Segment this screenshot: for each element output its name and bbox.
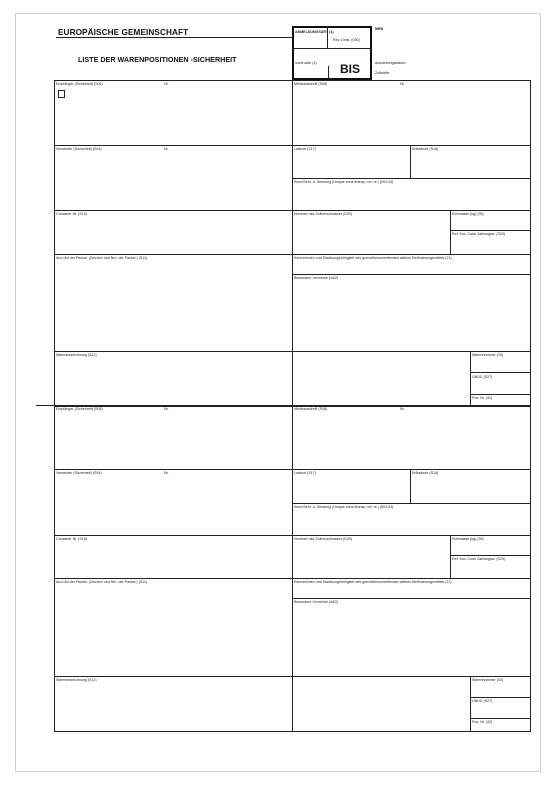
warennummer-label: Warennummer (33) [472, 353, 504, 357]
empfaenger-label: Empfänger (Sicherheit) (S06) [56, 407, 103, 411]
meldeanschrift-label: Meldeanschrift (S08) [294, 82, 328, 86]
vermerke-label: Besondere Vermerke (44/2) [294, 600, 339, 604]
block-2-row-line [292, 598, 531, 599]
versender-label: Versender (Sicherheit) (S04) [56, 471, 102, 475]
ref-code-label: Ref. Kov. Code Zahlungsw. (S29) [452, 232, 506, 236]
meldeanschrift-nr-label: Nr. [400, 407, 405, 411]
block-1-row-line [292, 274, 531, 275]
form-subtitle: LISTE DER WARENPOSITIONEN -SICHERHEIT [78, 55, 237, 64]
block-1-row-line [54, 254, 531, 255]
block-2-main-divider [292, 405, 293, 732]
meldeanschrift-label: Meldeanschrift (S08) [294, 407, 328, 411]
block-1-row-line [54, 210, 531, 211]
empfaenger-nr-label: Nr. [164, 407, 169, 411]
title-underline [56, 37, 292, 38]
empfaenger-checkbox[interactable] [58, 90, 65, 98]
zollverschluss-label: Nummer des Zollverschlusses (D29) [294, 537, 353, 541]
block-1-col-line [410, 145, 411, 178]
undg-label: UNDG (S27) [472, 699, 493, 703]
rohmasse-label: Rohmasse (kg) (35) [452, 537, 484, 541]
block-2-row-line [292, 503, 531, 504]
kennzeichen-label: Kennzeichen und Staatszugehörigkeit des grenzüberschreitenden aktiven Beförderungsmittels (21) [294, 580, 452, 584]
block-1-row-line [292, 178, 531, 179]
vordrucke-label: Vordrucke (3) [295, 61, 317, 65]
block-2-col-line [470, 676, 471, 732]
versender-label: Versender (Sicherheit) (S04) [56, 147, 102, 151]
entladeort-label: Entladeort (S18) [412, 471, 439, 475]
block-2-col-line [410, 469, 411, 503]
anmeldungsart-vdivider [327, 26, 328, 48]
warenbezeichnung-label: Warenbezeichnung (S12) [56, 678, 97, 682]
block-1-row-line [470, 394, 531, 395]
empfaenger-nr-label: Nr. [164, 82, 169, 86]
bis-label: BIS [340, 62, 361, 76]
block-2-row-line [54, 578, 531, 579]
pos-nr-label: Pos. Nr. (32) [472, 720, 493, 724]
zollverschluss-label: Nummer des Zollverschlusses (D29) [294, 212, 353, 216]
pos-nr-label: Pos. Nr. (32) [472, 396, 493, 400]
block-2-col-line [450, 535, 451, 578]
container-label: Container Nr. (S15) [56, 212, 87, 216]
block-1-row-line [450, 230, 531, 231]
versender-nr-label: Nr. [164, 147, 169, 151]
block-2-row-line [470, 697, 531, 698]
form-title: EUROPÄISCHE GEMEINSCHAFT [58, 28, 189, 37]
packstuecke-label: Anz./Art der Packst. (Zeichen und Nrn. der Packst.) (S11) [56, 580, 148, 584]
entladeort-label: Entladeort (S18) [412, 147, 439, 151]
ref-code-label: Ref. Kov. Code Zahlungsw. (S29) [452, 557, 506, 561]
mrn-label: MRN [375, 27, 384, 31]
block-2-row-line [54, 676, 531, 677]
block-2-row-line [450, 555, 531, 556]
zollstelle-label: Zollstelle: [375, 71, 391, 75]
vordrucke-tick [328, 66, 329, 78]
versender-nr-label: Nr. [164, 471, 169, 475]
anmeldungsart-divider [292, 48, 372, 49]
meldeanschrift-nr-label: Nr. [400, 82, 405, 86]
kennnummer-label: Kenn/Sehr. d. Sendung (Unique cons./transp. ref. nr.) (003-03) [294, 180, 394, 184]
ladeort-label: Ladeort (S17) [294, 147, 316, 151]
block-2-row-line [470, 718, 531, 719]
empfaenger-label: Empfänger (Sicherheit) (S06) [56, 82, 103, 86]
undg-label: UNDG (S27) [472, 375, 493, 379]
rev-umsl-label: Rev. Umsl. (030) [333, 38, 360, 42]
ladeort-label: Ladeort (S17) [294, 471, 316, 475]
kennzeichen-label: Kennzeichen und Staatszugehörigkeit des grenzüberschreitenden aktiven Beförderungsmittels (21) [294, 256, 452, 260]
anmeldungsart-label: ANMELDUNGSART (1) [295, 30, 334, 34]
vermerke-label: Besondere Vermerke (44/2) [294, 276, 339, 280]
block-1-row-line [470, 372, 531, 373]
packstuecke-label: Anz./Art der Packst. (Zeichen und Nrn. der Packst.) (S11) [56, 256, 148, 260]
block-1-main-divider [292, 80, 293, 407]
block-1-row-line [54, 351, 531, 352]
warenbezeichnung-label: Warenbezeichnung (S12) [56, 353, 97, 357]
block-2-row-line [54, 469, 531, 470]
container-label: Container Nr. (S15) [56, 537, 87, 541]
warennummer-label: Warennummer (33) [472, 678, 504, 682]
ausstellungsdatum-label: Ausstellungsdatum: [375, 61, 407, 65]
rohmasse-label: Rohmasse (kg) (35) [452, 212, 484, 216]
block-1-row-line [54, 145, 531, 146]
kennnummer-label: Kenn/Sehr. d. Sendung (Unique cons./transp. ref. nr.) (003-03) [294, 505, 394, 509]
block-2-row-line [54, 535, 531, 536]
block-1-col-line [470, 351, 471, 407]
block-1-col-line [450, 210, 451, 254]
